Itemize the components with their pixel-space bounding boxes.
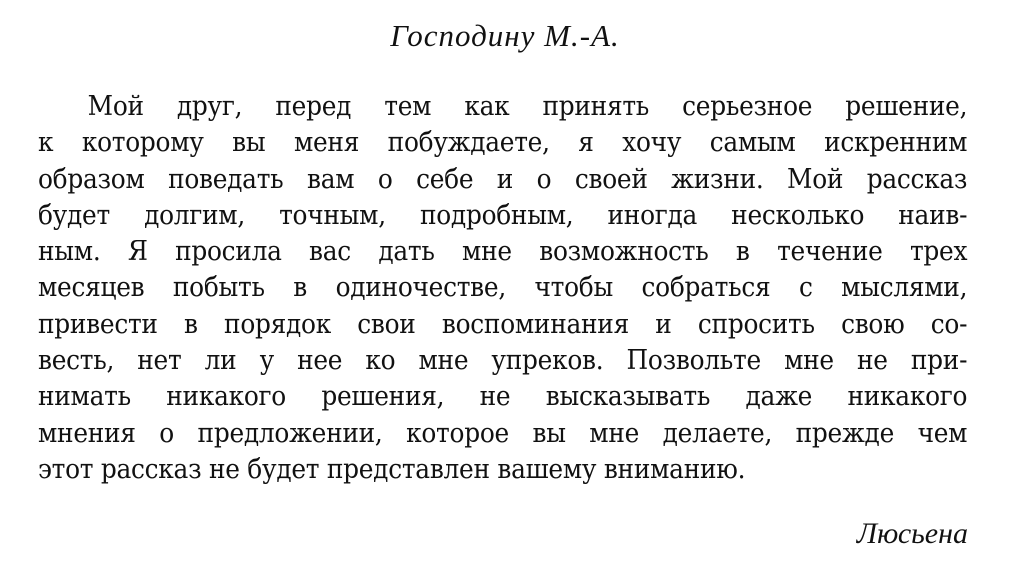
letter-signature: Люсьена	[856, 517, 968, 550]
letter-body	[38, 89, 968, 488]
body-line: ным. Я просила вас дать мне возможность в течение трех	[38, 236, 968, 268]
body-line: привести в порядок свои воспоминания и спросить свою со-	[38, 308, 968, 340]
body-line: будет долгим, точным, подробным, иногда несколько наив-	[38, 199, 968, 231]
body-line: Мой друг, перед тем как принять серьезное решение,	[87, 91, 968, 122]
body-line: месяцев побыть в одиночестве, чтобы собраться с мыслями,	[38, 272, 968, 304]
letter-heading: Господину М.-А.	[390, 18, 620, 53]
body-line: к которому вы меня побуждаете, я хочу самым искренним	[38, 127, 968, 159]
body-line: этот рассказ не будет представлен вашему вниманию.	[38, 453, 746, 485]
body-line: образом поведать вам о себе и о своей жизни. Мой рассказ	[38, 163, 968, 195]
body-line: мнения о предложении, которое вы мне делаете, прежде чем	[38, 417, 968, 449]
body-line: весть, нет ли у нее ко мне упреков. Позвольте мне не при-	[38, 345, 968, 377]
body-line: нимать никакого решения, не высказывать даже никакого	[38, 381, 968, 413]
